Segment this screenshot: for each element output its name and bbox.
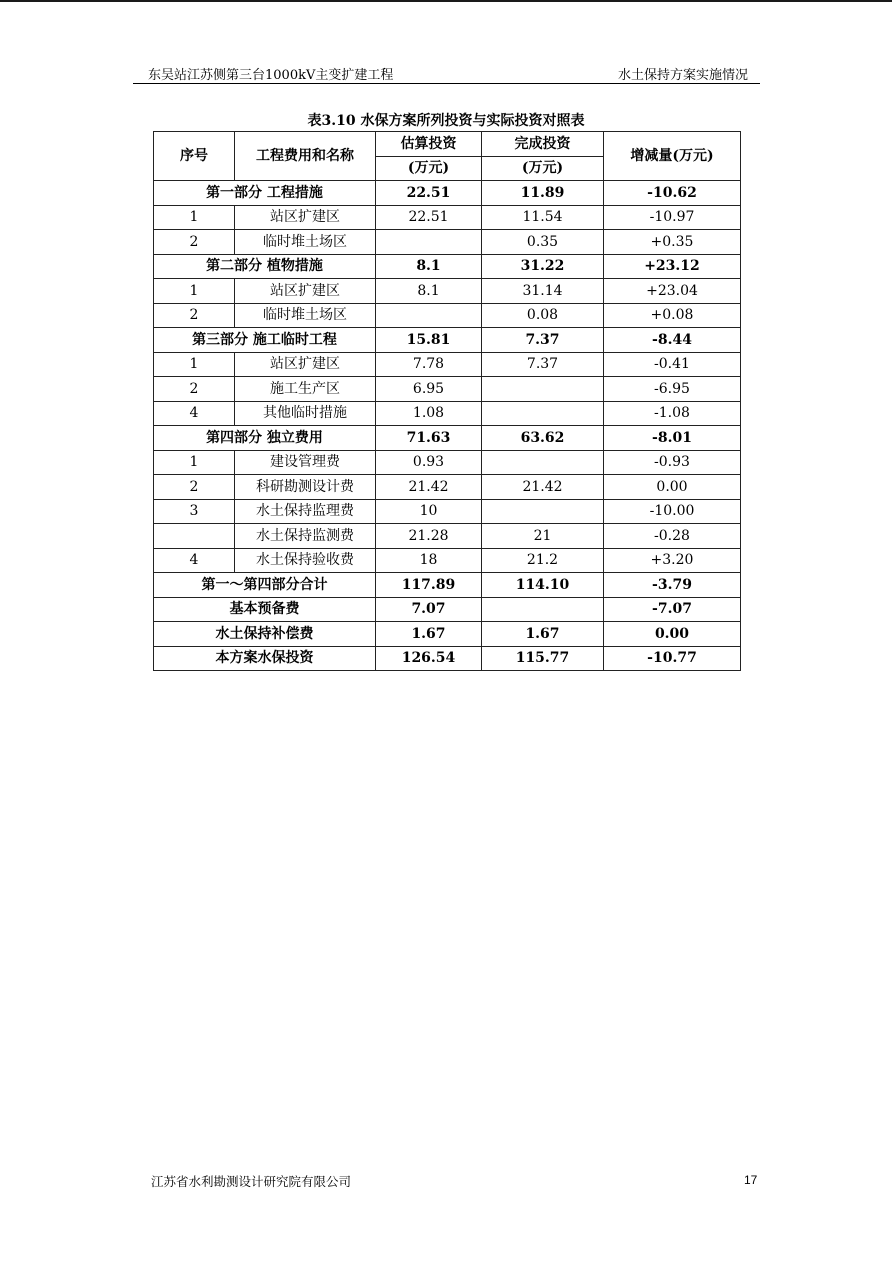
row-actual: 11.54 — [482, 205, 604, 230]
row-change: -6.95 — [604, 377, 741, 402]
row-name: 水土保持监测费 — [235, 524, 376, 549]
row-seq: 1 — [154, 279, 235, 304]
header-actual: 完成投资 — [482, 132, 604, 157]
row-change: -10.97 — [604, 205, 741, 230]
section-title: 第三部分 施工临时工程 — [154, 328, 376, 353]
row-name: 站区扩建区 — [235, 279, 376, 304]
total-change: -10.77 — [604, 646, 741, 671]
section-row — [154, 328, 741, 353]
row-seq: 2 — [154, 475, 235, 500]
section-estimate: 15.81 — [376, 328, 482, 353]
row-estimate — [376, 230, 482, 255]
table-row — [154, 548, 741, 573]
row-change: -0.41 — [604, 352, 741, 377]
header-divider — [133, 83, 760, 84]
row-estimate: 21.42 — [376, 475, 482, 500]
row-actual: 31.14 — [482, 279, 604, 304]
header-change: 增减量(万元) — [604, 132, 741, 181]
total-label: 基本预备费 — [154, 597, 376, 622]
row-estimate: 21.28 — [376, 524, 482, 549]
row-name: 其他临时措施 — [235, 401, 376, 426]
table-row — [154, 279, 741, 304]
total-actual: 114.10 — [482, 573, 604, 598]
row-seq: 2 — [154, 377, 235, 402]
total-actual: 115.77 — [482, 646, 604, 671]
section-estimate: 71.63 — [376, 426, 482, 451]
total-actual: 1.67 — [482, 622, 604, 647]
row-actual: 21.2 — [482, 548, 604, 573]
section-estimate: 22.51 — [376, 181, 482, 206]
row-name: 施工生产区 — [235, 377, 376, 402]
table-row — [154, 377, 741, 402]
row-change: +0.08 — [604, 303, 741, 328]
total-row — [154, 597, 741, 622]
total-estimate: 117.89 — [376, 573, 482, 598]
section-actual: 31.22 — [482, 254, 604, 279]
row-estimate: 1.08 — [376, 401, 482, 426]
running-header-title: 东吴站江苏侧第三台1000kV主变扩建工程 — [148, 68, 394, 83]
row-seq: 2 — [154, 230, 235, 255]
total-actual — [482, 597, 604, 622]
row-seq — [154, 524, 235, 549]
section-actual: 11.89 — [482, 181, 604, 206]
table-row — [154, 230, 741, 255]
row-seq: 1 — [154, 205, 235, 230]
total-change: 0.00 — [604, 622, 741, 647]
total-change: -7.07 — [604, 597, 741, 622]
row-seq: 1 — [154, 352, 235, 377]
table-row — [154, 499, 741, 524]
total-row — [154, 573, 741, 598]
row-name: 临时堆土场区 — [235, 303, 376, 328]
row-name: 水土保持验收费 — [235, 548, 376, 573]
total-label: 第一～第四部分合计 — [154, 573, 376, 598]
header-name: 工程费用和名称 — [235, 132, 376, 181]
row-name: 站区扩建区 — [235, 205, 376, 230]
row-name: 站区扩建区 — [235, 352, 376, 377]
row-seq: 3 — [154, 499, 235, 524]
total-estimate: 1.67 — [376, 622, 482, 647]
row-seq: 4 — [154, 401, 235, 426]
section-estimate: 8.1 — [376, 254, 482, 279]
row-seq: 4 — [154, 548, 235, 573]
table-row — [154, 450, 741, 475]
row-change: +23.04 — [604, 279, 741, 304]
row-estimate: 7.78 — [376, 352, 482, 377]
header-seq: 序号 — [154, 132, 235, 181]
table-caption: 表3.10 水保方案所列投资与实际投资对照表 — [307, 113, 585, 129]
total-change: -3.79 — [604, 573, 741, 598]
row-name: 临时堆土场区 — [235, 230, 376, 255]
row-estimate: 18 — [376, 548, 482, 573]
table-header — [154, 132, 741, 181]
section-title: 第一部分 工程措施 — [154, 181, 376, 206]
row-change: -1.08 — [604, 401, 741, 426]
row-estimate: 22.51 — [376, 205, 482, 230]
header-actual-unit: (万元) — [482, 156, 604, 181]
table-row — [154, 401, 741, 426]
header-estimate: 估算投资 — [376, 132, 482, 157]
row-change: +0.35 — [604, 230, 741, 255]
row-seq: 2 — [154, 303, 235, 328]
table-row — [154, 352, 741, 377]
row-actual — [482, 450, 604, 475]
table-row — [154, 524, 741, 549]
total-estimate: 7.07 — [376, 597, 482, 622]
total-label: 本方案水保投资 — [154, 646, 376, 671]
total-row — [154, 622, 741, 647]
row-actual: 21.42 — [482, 475, 604, 500]
row-actual: 7.37 — [482, 352, 604, 377]
footer-company: 江苏省水利勘测设计研究院有限公司 — [151, 1174, 352, 1189]
section-row — [154, 181, 741, 206]
row-change: -10.00 — [604, 499, 741, 524]
section-change: -8.01 — [604, 426, 741, 451]
section-actual: 7.37 — [482, 328, 604, 353]
row-estimate: 6.95 — [376, 377, 482, 402]
section-change: -10.62 — [604, 181, 741, 206]
table-row — [154, 303, 741, 328]
total-estimate: 126.54 — [376, 646, 482, 671]
running-header-section: 水土保持方案实施情况 — [617, 68, 748, 83]
section-row — [154, 254, 741, 279]
section-title: 第四部分 独立费用 — [154, 426, 376, 451]
row-actual — [482, 377, 604, 402]
row-actual: 0.08 — [482, 303, 604, 328]
row-change: -0.28 — [604, 524, 741, 549]
table-body — [154, 181, 741, 671]
table-row — [154, 475, 741, 500]
row-estimate: 10 — [376, 499, 482, 524]
investment-comparison-table — [153, 131, 741, 671]
row-change: -0.93 — [604, 450, 741, 475]
table-row — [154, 205, 741, 230]
section-title: 第二部分 植物措施 — [154, 254, 376, 279]
section-row — [154, 426, 741, 451]
page-number: 17 — [744, 1173, 758, 1187]
top-border — [0, 0, 892, 2]
row-actual: 0.35 — [482, 230, 604, 255]
row-name: 水土保持监理费 — [235, 499, 376, 524]
row-change: +3.20 — [604, 548, 741, 573]
row-estimate: 8.1 — [376, 279, 482, 304]
row-actual — [482, 499, 604, 524]
row-estimate: 0.93 — [376, 450, 482, 475]
row-seq: 1 — [154, 450, 235, 475]
header-estimate-unit: (万元) — [376, 156, 482, 181]
section-change: +23.12 — [604, 254, 741, 279]
row-name: 科研勘测设计费 — [235, 475, 376, 500]
section-actual: 63.62 — [482, 426, 604, 451]
row-actual: 21 — [482, 524, 604, 549]
total-row — [154, 646, 741, 671]
row-actual — [482, 401, 604, 426]
row-change: 0.00 — [604, 475, 741, 500]
row-estimate — [376, 303, 482, 328]
section-change: -8.44 — [604, 328, 741, 353]
row-name: 建设管理费 — [235, 450, 376, 475]
total-label: 水土保持补偿费 — [154, 622, 376, 647]
